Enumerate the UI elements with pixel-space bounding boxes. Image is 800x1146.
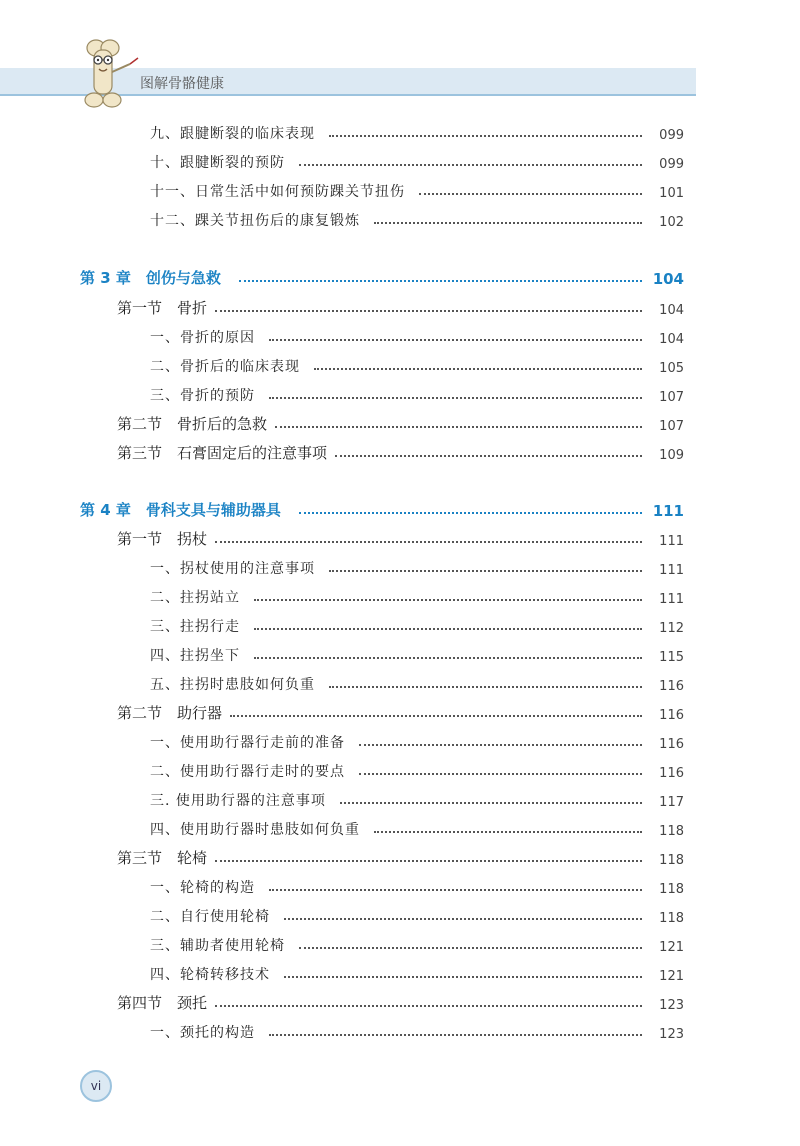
toc-entry-page-number: 116 [659, 766, 684, 781]
toc-item-entry [0, 352, 800, 376]
toc-item-entry [0, 757, 800, 781]
toc-entry-title: 一、颈托的构造 [150, 1025, 255, 1041]
toc-item-entry [0, 1018, 800, 1042]
toc-entry-title: 三、拄拐行走 [150, 619, 240, 635]
toc-entry-page-number: 111 [659, 563, 684, 578]
toc-item-entry [0, 931, 800, 955]
toc-entry-page-number: 104 [659, 332, 684, 347]
toc-item-entry [0, 206, 800, 230]
toc-entry-title: 第三节 石膏固定后的注意事项 [117, 444, 328, 462]
toc-entry-title: 第 3 章 创伤与急救 [80, 269, 221, 287]
running-header-title: 图解骨骼健康 [140, 76, 224, 92]
dot-leader [254, 628, 642, 630]
dot-leader [284, 918, 642, 920]
dot-leader [299, 164, 642, 166]
toc-entry-page-number: 117 [659, 795, 684, 810]
toc-section-entry [0, 844, 800, 868]
toc-entry-title: 三、辅助者使用轮椅 [150, 938, 285, 954]
toc-entry-page-number: 111 [659, 592, 684, 607]
dot-leader [230, 715, 642, 717]
toc-entry-page-number: 105 [659, 361, 684, 376]
toc-section-entry [0, 439, 800, 463]
dot-leader [275, 426, 642, 428]
dot-leader [314, 368, 642, 370]
toc-entry-page-number: 116 [659, 708, 684, 723]
toc-item-entry [0, 148, 800, 172]
toc-entry-title: 十二、踝关节扭伤后的康复锻炼 [150, 213, 360, 229]
toc-entry-title: 一、拐杖使用的注意事项 [150, 561, 315, 577]
toc-item-entry [0, 728, 800, 752]
toc-item-entry [0, 381, 800, 405]
dot-leader [269, 397, 642, 399]
toc-entry-page-number: 099 [659, 128, 684, 143]
toc-entry-title: 十一、日常生活中如何预防踝关节扭伤 [150, 184, 405, 200]
toc-entry-page-number: 118 [659, 882, 684, 897]
toc-entry-title: 九、跟腱断裂的临床表现 [150, 126, 315, 142]
toc-entry-page-number: 109 [659, 448, 684, 463]
toc-item-entry [0, 177, 800, 201]
toc-item-entry [0, 119, 800, 143]
toc-entry-title: 二、骨折后的临床表现 [150, 359, 300, 375]
dot-leader [374, 222, 642, 224]
toc-section-entry [0, 699, 800, 723]
dot-leader [254, 599, 642, 601]
toc-item-entry [0, 670, 800, 694]
toc-entry-title: 第 4 章 骨科支具与辅助器具 [80, 501, 281, 519]
toc-entry-page-number: 112 [659, 621, 684, 636]
dot-leader [254, 657, 642, 659]
dot-leader [329, 686, 642, 688]
toc-entry-title: 三. 使用助行器的注意事项 [150, 793, 326, 809]
dot-leader [269, 339, 642, 341]
toc-item-entry [0, 612, 800, 636]
toc-item-entry [0, 323, 800, 347]
dot-leader [239, 280, 642, 282]
dot-leader [374, 831, 642, 833]
toc-item-entry [0, 786, 800, 810]
toc-entry-page-number: 107 [659, 390, 684, 405]
toc-entry-page-number: 107 [659, 419, 684, 434]
toc-entry-title: 一、使用助行器行走前的准备 [150, 735, 345, 751]
toc-item-entry [0, 902, 800, 926]
dot-leader [329, 570, 642, 572]
dot-leader [299, 512, 642, 514]
toc-entry-title: 二、使用助行器行走时的要点 [150, 764, 345, 780]
toc-entry-title: 第四节 颈托 [117, 994, 208, 1012]
toc-item-entry [0, 641, 800, 665]
toc-entry-page-number: 099 [659, 157, 684, 172]
toc-entry-page-number: 101 [659, 186, 684, 201]
dot-leader [329, 135, 642, 137]
toc-entry-title: 四、使用助行器时患肢如何负重 [150, 822, 360, 838]
dot-leader [215, 1005, 642, 1007]
toc-entry-page-number: 104 [652, 270, 684, 288]
toc-item-entry [0, 815, 800, 839]
toc-entry-page-number: 123 [659, 998, 684, 1013]
toc-section-entry [0, 294, 800, 318]
toc-entry-title: 二、自行使用轮椅 [150, 909, 270, 925]
toc-section-entry [0, 525, 800, 549]
toc-entry-page-number: 116 [659, 737, 684, 752]
toc-chapter-entry [0, 496, 800, 520]
toc-entry-title: 五、拄拐时患肢如何负重 [150, 677, 315, 693]
toc-entry-page-number: 121 [659, 969, 684, 984]
toc-entry-title: 一、骨折的原因 [150, 330, 255, 346]
toc-entry-title: 三、骨折的预防 [150, 388, 255, 404]
toc-entry-page-number: 121 [659, 940, 684, 955]
dot-leader [284, 976, 642, 978]
dot-leader [269, 1034, 642, 1036]
dot-leader [215, 310, 642, 312]
toc-chapter-entry [0, 264, 800, 288]
dot-leader [215, 541, 642, 543]
toc-entry-title: 二、拄拐站立 [150, 590, 240, 606]
dot-leader [215, 860, 642, 862]
toc-entry-page-number: 111 [652, 502, 684, 520]
toc-entry-page-number: 118 [659, 853, 684, 868]
toc-item-entry [0, 583, 800, 607]
dot-leader [359, 773, 642, 775]
toc-item-entry [0, 554, 800, 578]
toc-item-entry [0, 873, 800, 897]
toc-entry-page-number: 115 [659, 650, 684, 665]
toc-item-entry [0, 960, 800, 984]
toc-entry-title: 四、轮椅转移技术 [150, 967, 270, 983]
dot-leader [299, 947, 642, 949]
toc-entry-title: 十、跟腱断裂的预防 [150, 155, 285, 171]
toc-entry-title: 第一节 骨折 [117, 299, 208, 317]
toc-entry-page-number: 104 [659, 303, 684, 318]
toc-entry-title: 第三节 轮椅 [117, 849, 208, 867]
toc-entry-page-number: 116 [659, 679, 684, 694]
dot-leader [419, 193, 642, 195]
toc-entry-title: 第二节 助行器 [117, 704, 223, 722]
dot-leader [335, 455, 642, 457]
dot-leader [359, 744, 642, 746]
toc-entry-title: 第二节 骨折后的急救 [117, 415, 268, 433]
toc-entry-title: 四、拄拐坐下 [150, 648, 240, 664]
toc-entry-page-number: 123 [659, 1027, 684, 1042]
toc-entry-page-number: 111 [659, 534, 684, 549]
dot-leader [269, 889, 642, 891]
toc-entry-title: 一、轮椅的构造 [150, 880, 255, 896]
page-number-badge: vi [80, 1070, 112, 1102]
dot-leader [340, 802, 642, 804]
toc-section-entry [0, 410, 800, 434]
toc-section-entry [0, 989, 800, 1013]
toc-entry-page-number: 102 [659, 215, 684, 230]
toc-entry-page-number: 118 [659, 911, 684, 926]
toc-entry-page-number: 118 [659, 824, 684, 839]
toc-entry-title: 第一节 拐杖 [117, 530, 208, 548]
